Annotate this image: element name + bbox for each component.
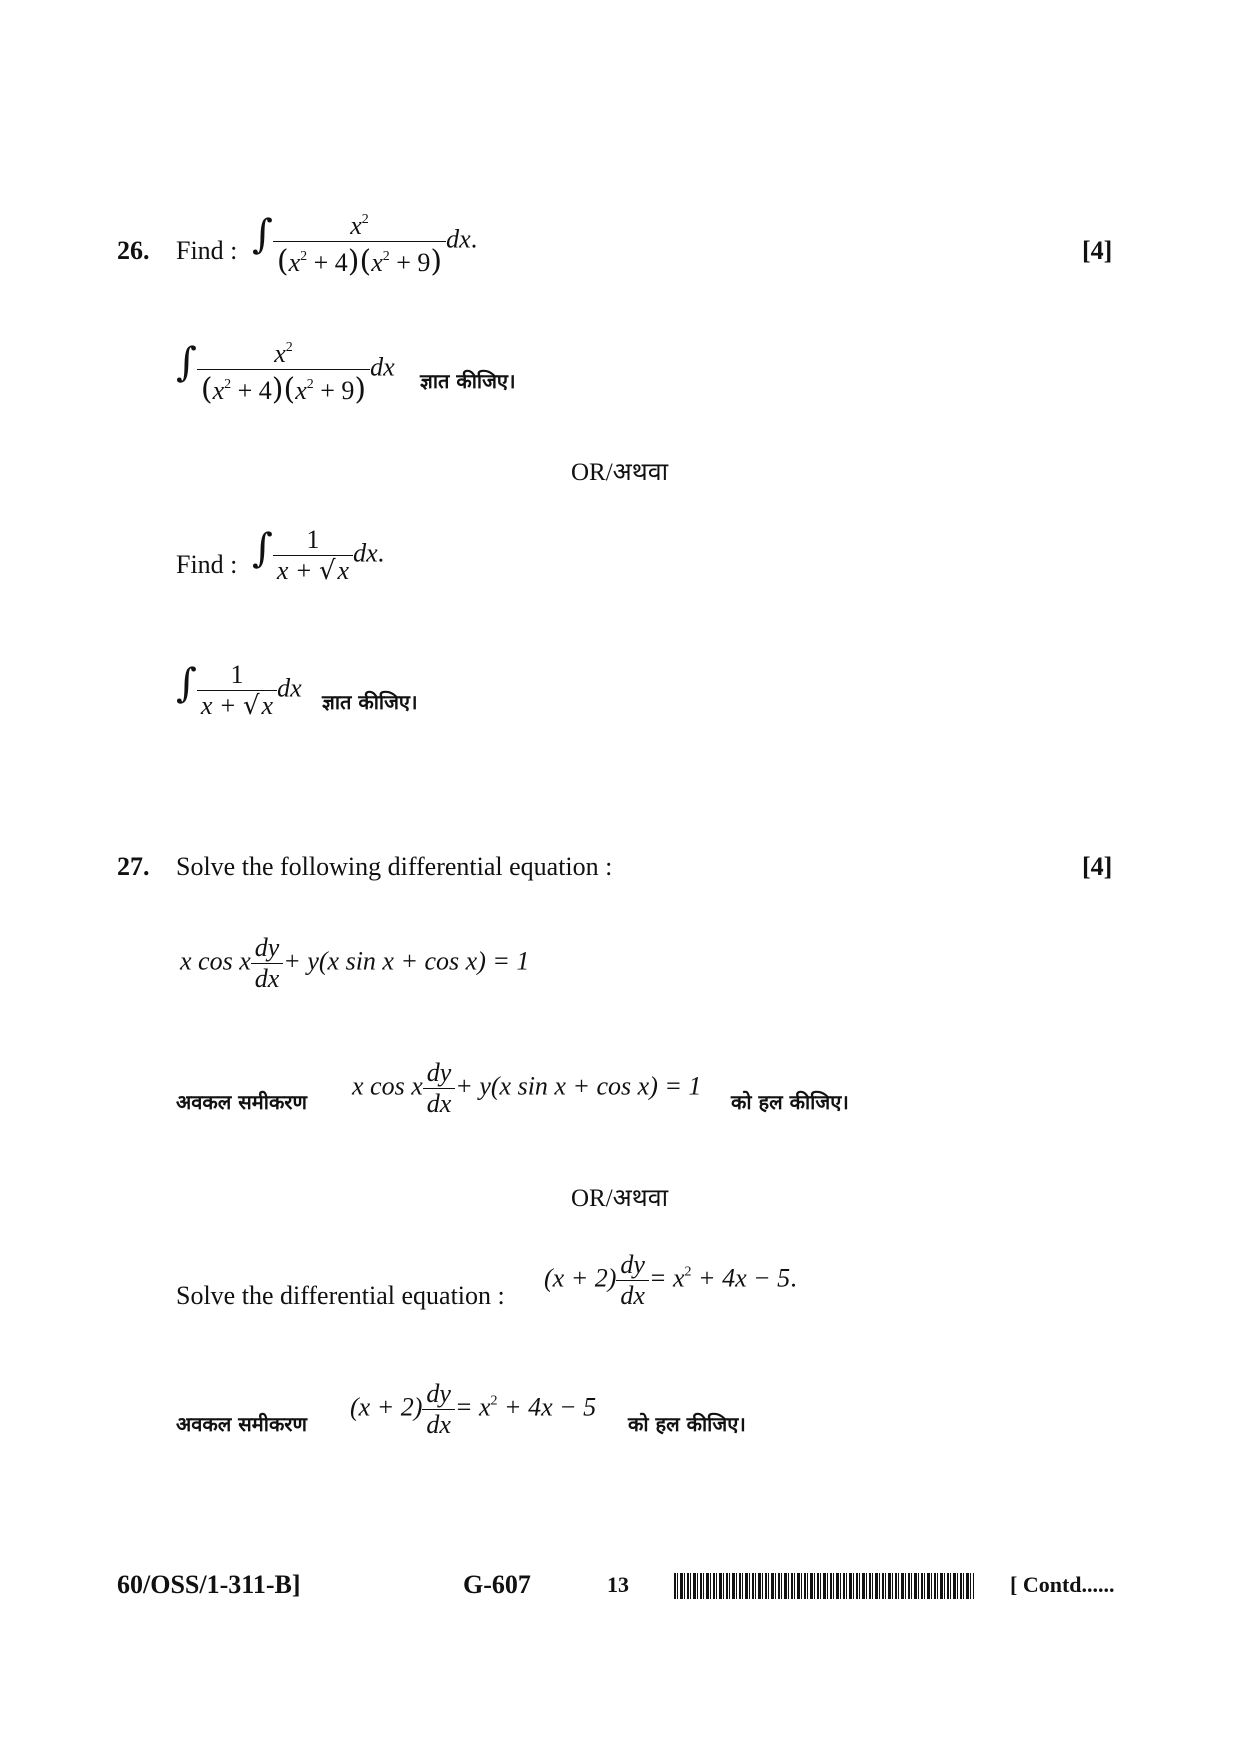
q26-alt-expression: ∫ $\frac{1}{x + √x}$ dx. xyxy=(252,525,385,586)
q27-equation: x cos x $\frac{dy}{dx}$ + y(x sin x + cos x) = 1 xyxy=(180,933,530,993)
q26-fraction: $\frac{x^2}{(x^2 + 4)(x^2 + 9)}$ xyxy=(273,205,446,278)
q26-hindi-expression: ∫ $\frac{x^2}{(x^2 + 4)(x^2 + 9)}$ dx xyxy=(176,333,395,406)
q27-hindi-suffix: को हल कीजिए। xyxy=(731,1090,849,1114)
integral-sign-icon: ∫ xyxy=(252,525,273,572)
q27-marks: [4] xyxy=(1082,852,1113,881)
q26-alt-find-label: Find : xyxy=(176,550,238,579)
integral-sign-icon: ∫ xyxy=(176,339,197,386)
question-number-26: 26. xyxy=(117,236,150,265)
q26-alt-hindi-expression: ∫ $\frac{1}{x + √x}$ dx xyxy=(176,660,302,721)
q26-hindi-find: ज्ञात कीजिए। xyxy=(420,369,516,393)
footer-page-number: 13 xyxy=(607,1572,629,1597)
integral-sign-icon: ∫ xyxy=(252,211,273,258)
q27-alt-prompt: Solve the differential equation : xyxy=(176,1281,505,1310)
footer-contd: [ Contd...... xyxy=(1010,1572,1115,1597)
q27-alt-hindi-equation: (x + 2) $\frac{dy}{dx}$ = $x^2 + 4x - 5$ xyxy=(350,1379,597,1439)
q26-or-divider: OR/अथवा xyxy=(571,459,669,486)
q26-integral-expression: ∫ $\frac{x^2}{(x^2 + 4)(x^2 + 9)}$ dx. xyxy=(252,205,477,278)
square-root-icon: √ xyxy=(318,556,336,586)
q27-or-divider: OR/अथवा xyxy=(571,1185,669,1212)
q27-alt-hindi-suffix: को हल कीजिए। xyxy=(628,1412,746,1436)
footer-series: G-607 xyxy=(463,1570,531,1599)
q27-alt-equation: (x + 2) $\frac{dy}{dx}$ = $x^2 + 4x - 5$. xyxy=(544,1250,797,1310)
q26-find-label: Find : xyxy=(176,236,238,265)
q26-marks: [4] xyxy=(1082,236,1113,265)
q27-prompt: Solve the following differential equation : xyxy=(176,852,613,881)
q27-hindi-prefix: अवकल समीकरण xyxy=(176,1090,307,1114)
barcode-icon xyxy=(674,1573,974,1599)
q27-hindi-equation: x cos x $\frac{dy}{dx}$ + y(x sin x + cos x) = 1 xyxy=(352,1058,702,1118)
q27-alt-hindi-prefix: अवकल समीकरण xyxy=(176,1412,307,1436)
square-root-icon: √ xyxy=(242,691,260,721)
footer-paper-code: 60/OSS/1-311-B] xyxy=(117,1570,301,1599)
q26-alt-hindi-find: ज्ञात कीजिए। xyxy=(322,690,418,714)
integral-sign-icon: ∫ xyxy=(176,660,197,707)
question-number-27: 27. xyxy=(117,852,150,881)
